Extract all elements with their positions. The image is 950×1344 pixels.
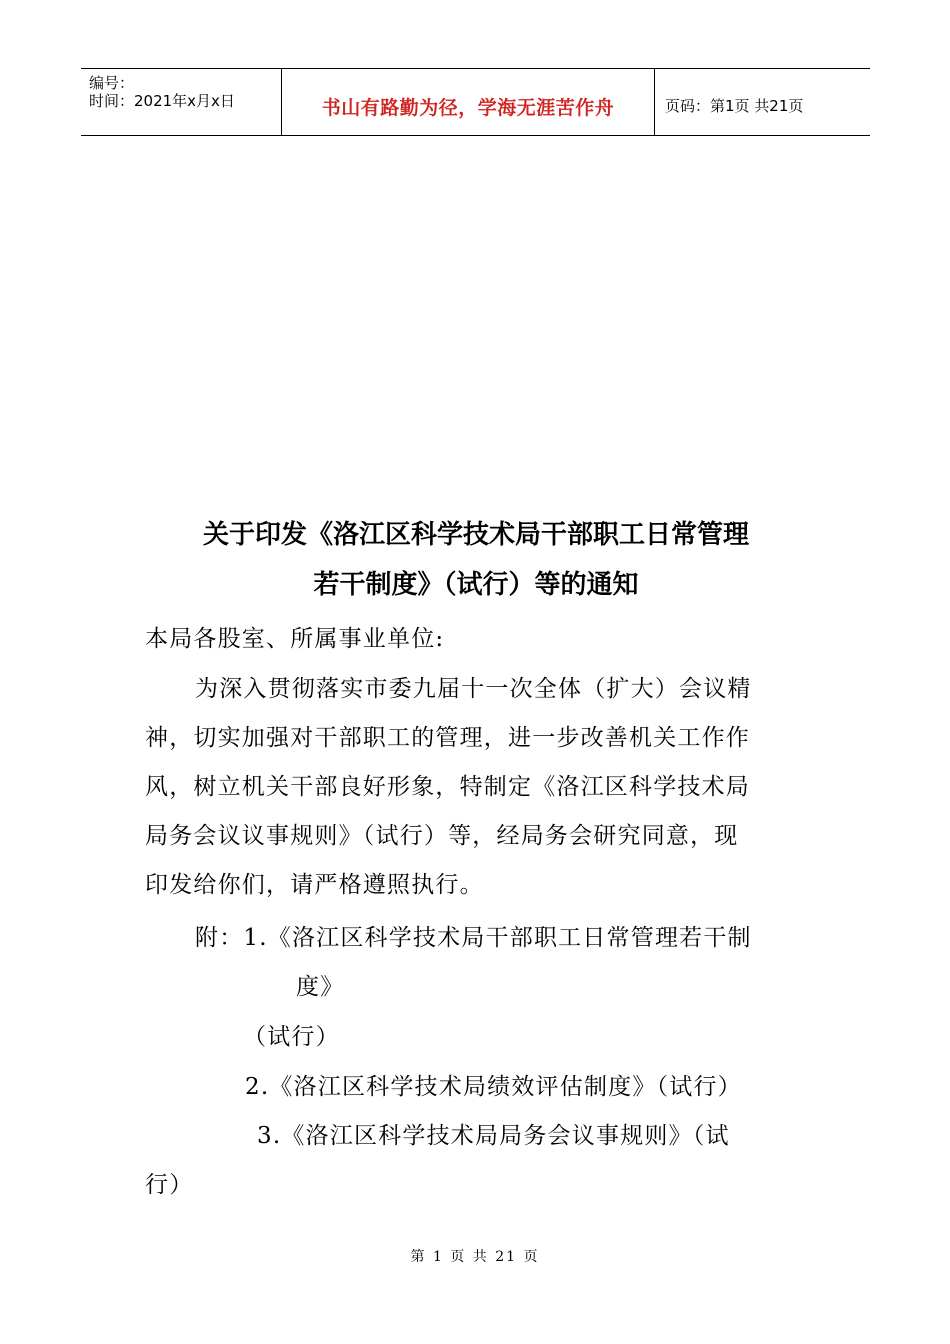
attachment-1-line-3: （试行） [243, 1024, 340, 1050]
body-line: 印发给你们，请严格遵照执行。 [145, 872, 484, 898]
page-footer: 第 1 页 共 21 页 [410, 1249, 540, 1265]
body-line: 神，切实加强对干部职工的管理，进一步改善机关工作作 [145, 725, 750, 751]
attachment-3-line-2: 行） [145, 1172, 194, 1198]
number-label: 编号： [89, 74, 135, 92]
attachment-3-line-1: 3.《洛江区科学技术局局务会议事规则》（试 [257, 1123, 730, 1149]
document-title-line-2: 若干制度》（试行）等的通知 [313, 570, 639, 600]
body-line: 局务会议议事规则》（试行）等，经局务会研究同意，现 [145, 823, 739, 849]
salutation: 本局各股室、所属事业单位: [145, 626, 445, 652]
header-page-cell [655, 69, 870, 135]
body-line: 风，树立机关干部良好形象，特制定《洛江区科学技术局 [145, 774, 750, 800]
page-info: 页码：第1页 共21页 [665, 97, 804, 115]
attachment-1-line-2: 度》 [296, 974, 345, 1000]
document-title-line-1: 关于印发《洛江区科学技术局干部职工日常管理 [202, 520, 749, 550]
body-line: 为深入贯彻落实市委九届十一次全体（扩大）会议精 [195, 676, 752, 702]
motto-text: 书山有路勤为径，学海无涯苦作舟 [321, 97, 615, 119]
attachment-1-line-1: 附：1.《洛江区科学技术局干部职工日常管理若干制 [195, 925, 752, 951]
time-label: 时间：2021年x月x日 [89, 92, 235, 110]
attachment-2: 2.《洛江区科学技术局绩效评估制度》（试行） [245, 1074, 742, 1100]
header-motto-cell [282, 69, 655, 135]
header-table [81, 68, 870, 136]
header-meta-cell [81, 69, 282, 135]
